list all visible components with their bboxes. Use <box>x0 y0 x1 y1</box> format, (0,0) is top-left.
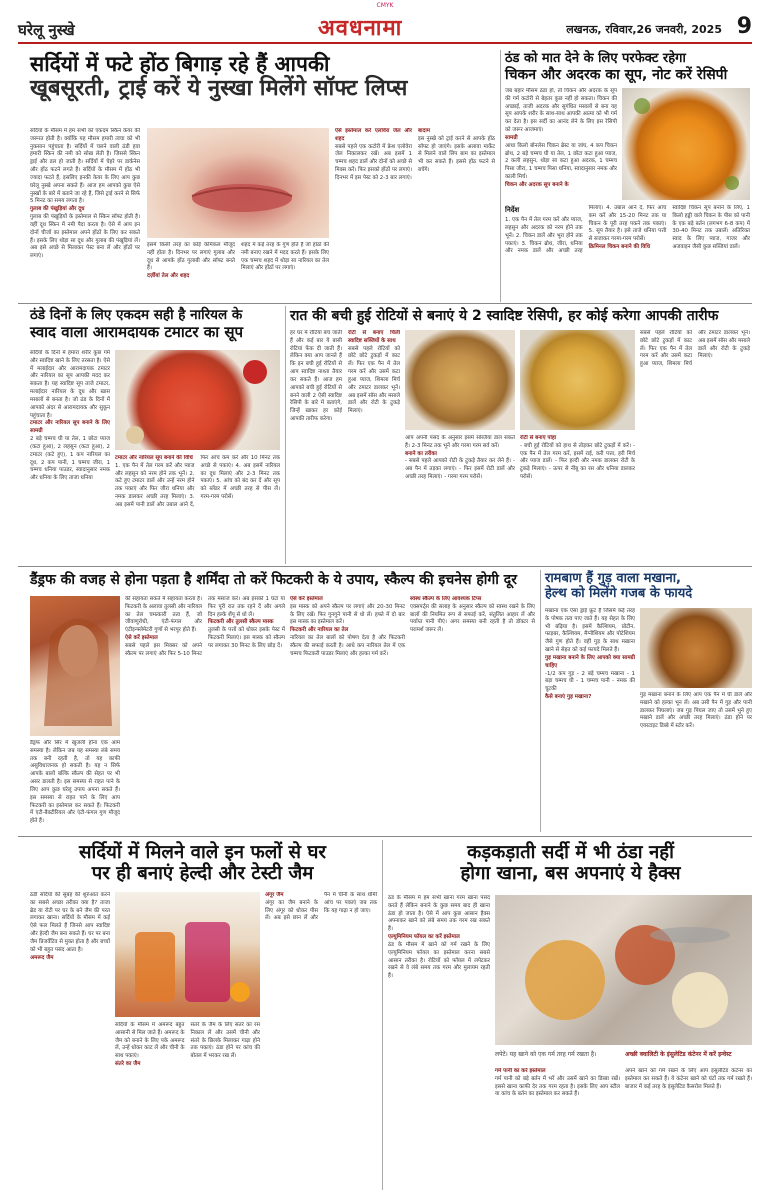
divider <box>540 570 541 832</box>
lips-illustration <box>147 128 329 238</box>
article5-sub3: ऐसे करें इस्तेमाल <box>290 596 323 602</box>
soup-bowl-illustration <box>622 88 750 200</box>
article7-text2: सर्दियों के मौसम में अमरूद बहुत आसानी से मिल जाते हैं। अमरूद के जैम को बनाने के लिए पके अमरूद लें, उन्हें धोकर काट लें और चीनी के साथ पकाएं। <box>115 1022 185 1060</box>
article6-text2: गुड़ मखाना बनाने के लिए आप एक पैन में घी डालें और मखाने को हल्का भून लें। अब उसी पैन में गुड़ और पानी डालकर पिघलाएं। जब गुड़ पिघल जाए तो उसमें भुने हुए मखाने डालें और अच्छी तरह मिलाएं। ठंडा होने पर एयरटाइट डिब्बे में स्टोर करें। <box>640 692 752 730</box>
article7-headline-line1: सर्दियों में मिलने वाले इन फलों से घर <box>78 842 327 863</box>
article1-headline-line1: सर्दियों में फटे होंठ बिगाड़ रहे हैं आपकी <box>30 52 330 76</box>
article5-sub1: ऐसे करें इस्तेमाल <box>125 635 158 642</box>
article2-headline-line1: ठंड को मात देने के लिए परफेक्ट रहेगा <box>505 51 686 66</box>
article1-sub2: दर्ज़ीयां तेल और शहद <box>147 273 190 280</box>
article2-steps-text2: 5. सूप तैयार है। इसे ताजे धनिया पत्ती से सजाकर गरमा-गरम परोसें। <box>588 228 667 243</box>
masthead <box>18 10 752 44</box>
article1-sub1: गुलाब की पंखुड़ियां और दूध <box>30 206 85 213</box>
roti-poha-photo <box>520 330 635 430</box>
article7-sub2: संतरे का जैम <box>115 1061 141 1068</box>
article4-sub1: रोटी से बनाएं चिली स्वादिष्ट सब्जियों के साथ <box>348 330 400 344</box>
article5-text4: तुलसी के पत्तों को धोकर इसके पेस्ट में फिटकरी मिलाएं। इस मास्क को स्कैल्प पर लगाकर 30 मिनट के लिए छोड़ दें। <box>208 627 285 649</box>
article4-text3: आप अपनी पसंद के अनुसार इसमें सब्जियां डाल सकते हैं। 2-3 मिनट तक भूनें और गरमा गरम सर्व करें। <box>405 435 515 449</box>
article1-body-col1 <box>30 128 140 298</box>
article2-steps <box>505 205 750 300</box>
article3-body-col1 <box>30 350 110 562</box>
article6-headline-line2: हेल्थ को मिलेंगे गजब के फायदे <box>545 585 693 601</box>
article5-text3: सबसे पहले इस मिक्सर को अपने स्कैल्प पर लगाएं और फिर 5-10 मिनट तक मसाज करें। अब इसको 1 घंटा या फिर पूरी रात तक रहने दें और अगले दिन हल्के शैंपू से धो लें। <box>125 596 285 657</box>
article1-text: सर्दियों के मौसम में हम सभी को एकदम स्किन केयर की जरूरत होती है। क्योंकि यह मौसम हमारी त्वचा को भी नुकसान पहुंचाता है। सर्दियों में चलने वाली ठंडी हवा हमारी स्किन की नमी को सोख लेती है। जिससे स्किन ड्राई और डल हो जाती है। सर्दियों में चेहरे पर डार्कनेस और होंठ फटने लगते हैं। सर्दियों के मौसम में होंठ भी ज्यादा फटते हैं, इसलिए इनकी केयर के लिए आप कुछ घरेलू नुस्खे अपना सकते हैं। आज हम आपको कुछ ऐसे नुस्खों के बारे में बताने जा रहे हैं, जिसे ट्राई करने से सिर्फ 5 मिनट का समय लगता है। <box>30 128 140 205</box>
article7-sub1: अमरूद जैम <box>30 954 54 961</box>
article3-text2: 2 बड़े चम्मच घी या तेल, 1 छोटा प्याज (कटा हुआ), 2 लहसुन (कटा हुआ), 2 टमाटर (कटे हुए), 1 कप नारियल का दूध, 2 कप पानी, 1 चम्मच जीरा, 1 चम्मच धनिया पाउडर, स्वादानुसार नमक और धनिया के लिए ताजा धनिया <box>30 436 110 482</box>
article2-text3: स्वादिष्ट चिकन सूप बनाने के लिए, 1 किलो हड्डी वाले चिकन के पीस को पानी के एक बड़े बर्तन (लगभग 6-8 कप) में 30-40 मिनट तक उबालें। अतिरिक्त स्वाद के लिए प्याज, गाजर और अजवाइन जैसी कुछ सब्जियां डालें। <box>672 205 750 251</box>
article5-body-col2 <box>125 596 285 830</box>
page-number: 9 <box>736 14 752 39</box>
article1-sub4: बादाम <box>418 128 430 134</box>
article4-body-col1 <box>290 330 400 562</box>
article3-text: सर्दियों के दिनों में हमारा शरीर कुछ गर्म और स्वादिष्ट खाने के लिए तरसता है। ऐसे में मलाईदार और आरामदायक टमाटर और नारियल का सूप आपकी मदद कर सकता है। यह स्वादिष्ट सूप ताजे टमाटर, मलाईदार नारियल के दूध और खास मसालों से बनता है। जो ठंड के दिनों में आपको अंदर से आरामदायक और सुकून पहुंचाता है। <box>30 350 110 419</box>
article2-text2: आधा किलो बोनलेस चिकन ब्रेस्ट या जांघ, 4 कप चिकन ब्रोथ, 2 बड़े चम्मच घी या तेल, 1 छोटा कटा हुआ प्याज, 2 कली लहसुन, थोड़ा सा कटा हुआ अदरक, 1 चम्मच पिसा जीरा, 1 चम्मच पिसा धनिया, स्वादानुसार नमक और काली मिर्च। <box>505 142 617 181</box>
article6-text: मखाना एक ऐसा ड्राई फ्रूट है जिसमें कई तरह के पोषक तत्व पाए जाते हैं। यह सेहत के लिए भी बढ़िया है। इसमें कैल्शियम, प्रोटीन, फाइबर, कैल्शियम, मैग्नीशियम और पोटेशियम जैसे गुण होते हैं। वहीं गुड़ के साथ मखाना खाने से सेहत को कई फायदे मिलते हैं। <box>545 608 635 654</box>
article3-steps-text2: 4. अब इसमें नारियल का दूध मिलाएं और 2-3 मिनट तक पकाएं। 5. आंच को बंद कर दें और सूप को ब्लेंडर में अच्छी तरह से पीस लें। गरम-गरम परोसें। <box>200 462 280 501</box>
article8-text: ठंड के मौसम में हम सभी खाना गरम खाना पसंद करते हैं लेकिन बनाने के कुछ समय बाद ही खाना ठंडा हो जाता है। ऐसे में आप कुछ आसान हैक्स अपनाकर खाने को लंबे समय तक गरम रख सकते हैं। <box>388 895 490 933</box>
article8-headline-line1: कड़कड़ाती सर्दी में भी ठंडा नहीं <box>467 842 674 863</box>
article3-headline-line2: स्वाद वाला आरामदायक टमाटर का सूप <box>30 322 243 341</box>
chicken-soup-photo <box>622 88 750 200</box>
article3-steps-text: 1. एक पैन में तेल गरम करें और प्याज और लहसुन को नरम होने तक भूनें। 2. कटे हुए टमाटर डालें और उन्हें नरम होने तक पकाएं और फिर जीरा धनिया और नमक डालकर अच्छी तरह मिलाएं। 3. अब इसमें पानी डालें और उबाल आने दें, फिर आंच कम करें और 10 मिनट तक अच्छे से पकाएं। <box>115 455 280 508</box>
article8-body-col2 <box>495 1068 620 1188</box>
article1-text4: शहद में कई तरह के गुण होते हैं जो होंठों की नमी बनाए रखने में मदद करते हैं। इसके लिए एक चम्मच शहद में थोड़ा सा नारियल का तेल मिलाएं और होंठों पर लगाएं। <box>241 242 329 272</box>
article8-caption1: लपेटें। यह खाने को एक गर्म तरह गर्म रखता है। <box>495 1051 597 1058</box>
article7-body-col3 <box>265 892 377 1187</box>
jam-jars-photo <box>115 892 260 1017</box>
section-label: घरेलू नुस्खे <box>18 21 75 39</box>
article2-sub1: सामग्री <box>505 134 518 141</box>
article8-headline <box>388 842 753 885</box>
jam-jar-illustration <box>115 892 260 1017</box>
article5-text5: इस मास्क को अपने स्कैल्प पर लगाएं और 20-30 मिनट के लिए रखें। फिर गुनगुने पानी से धो लें। हफ्ते में दो बार इस मास्क का इस्तेमाल करें। <box>290 603 405 626</box>
article4-headline: रात की बची हुई रोटियों से बनाएं ये 2 स्वादिष्ट रेसिपी, हर कोई करेगा आपकी तारीफ <box>290 308 719 324</box>
divider <box>18 303 752 304</box>
article1-text5: सबसे पहले एक कटोरी में फ्रेश एलोवेरा जेल निकालकर रखें। अब इसमें 1 चम्मच शहद डालें और दोनों को अच्छे से मिक्स करें। फिर इसको होंठों पर लगाएं। दिनभर में इस पेस्ट को 2-3 बार लगाएं। <box>335 143 412 181</box>
article7-headline-line2: पर ही बनाएं हेल्दी और टेस्टी जैम <box>91 863 314 885</box>
article7-body-col2 <box>115 1022 260 1187</box>
article3-sub1: टमाटर और नारियल सूप बनाने के लिए सामग्री <box>30 420 110 435</box>
article6-headline-line1: रामबाण हैं गुड़ वाला मखाना, <box>545 571 681 586</box>
article1-text6: इस नुस्खे को ट्राई करने से आपके होंठ सॉफ्ट हो जाएंगे। इसके अलावा मार्केट से मिलने वाले लिप बाम का इस्तेमाल भी कर सकते हैं। इससे होंठ फटने से बचेंगे। <box>418 135 495 174</box>
article4-sub3: बनाने का तरीका <box>405 450 437 457</box>
article5-text2: की सहायता सकते में सहायता करता है। फिटकरी के अलावा तुलसी और नारियल का तेल चमत्कारी तत्व हैं, जो जीवाणुरोधी, एंटी-फंगल और एंटीइन्फ्लेमेटरी गुणों से भरपूर होते हैं। <box>125 596 202 634</box>
article5-body-col4 <box>410 596 535 830</box>
article6-sub1: गुड़ मखाना बनाने के लिए आपको क्या सामग्री चाहिए <box>545 654 635 669</box>
article1-body-col2 <box>147 242 329 300</box>
article4-sub2: रोटी से बनाएं पोहा <box>520 435 557 441</box>
article2-sub3: क्रिमिनल चिकन बनाने की विधि <box>588 244 651 251</box>
article4-text4: - बची हुई रोटियों को हाथ से तोड़कर छोटे टुकड़ों में करें। - एक पैन में तेल गरम करें, इसमें राई, करी पत्ता, हरी मिर्च और प्याज डालें। - फिर हल्दी और नमक डालकर रोटी के टुकड़े मिलाएं। - ऊपर से नींबू का रस और धनिया डालकर परोसें। <box>520 442 635 481</box>
article7-text: ठंडी सर्दियों की सुबह की शुरुआत करने का सबसे अच्छा तरीका क्या है? ताजा ब्रेड या रोटी पर घर के बने जैम की परत लगाकर खाना। सर्दियों के मौसम में कई ऐसे फल मिलते हैं जिनसे आप स्वादिष्ट और हेल्दी जैम बना सकते हैं। घर पर बना जैम प्रिजर्वेटिव से मुक्त होता है और बच्चों को भी बहुत पसंद आता है। <box>30 892 110 953</box>
roti-pizza-photo <box>405 330 515 430</box>
thali-illustration <box>495 895 752 1045</box>
divider <box>285 306 286 564</box>
lips-photo <box>147 128 329 238</box>
article3-headline <box>30 308 285 341</box>
article8-text4: अपने खाने को गर्म रखने के लिए आप इंसुलेटिड कंटेनर का इस्तेमाल कर सकते हैं। ये कंटेनर खाने को घंटों तक गर्म रखते हैं। बाजार में कई तरह के इंसुलेटिड कैसरोल मिलते हैं। <box>625 1068 752 1090</box>
article8-body-col3 <box>625 1068 752 1188</box>
article1-headline <box>30 52 490 101</box>
article8-text2: ठंड के मौसम में खाने को गर्म रखने के लिए एल्युमिनियम फॉयल का इस्तेमाल करना सबसे आसान तरीका है। रोटियों को फॉयल में लपेटकर रखने से वे लंबे समय तक गरम और मुलायम रहती हैं। <box>388 941 490 980</box>
article2-headline-line2: चिकन और अदरक का सूप, नोट करें रेसिपी <box>505 66 728 83</box>
article7-text4: अंगूर का जैम बनाने के लिए अंगूर को धोकर पीस लें। अब इसे छान लें और पैन में चीनी के साथ धीमी आंच पर पकाएं जब तक कि यह गाढ़ा न हो जाए। <box>265 892 377 922</box>
article4-body-col3 <box>520 435 635 562</box>
article1-body-col3 <box>335 128 495 300</box>
woman-hair-photo <box>30 596 120 736</box>
article1-headline-line2: खूबसूरती, ट्राई करें ये नुस्खा मिलेंगे सॉफ्ट लिप्स <box>30 76 408 102</box>
article6-body-col2 <box>640 692 752 832</box>
article4-text5: - सबसे पहले आपको रोटी के टुकड़े तैयार कर लेने हैं। - अब पैन में तड़का लगाएं। - फिर इसमें रोटी डालें और अच्छी तरह मिलाएं। - गरमा गरम परोसें। <box>405 458 515 481</box>
article2-headline <box>505 52 750 83</box>
article3-steps <box>115 455 280 562</box>
article6-headline <box>545 572 755 602</box>
woman-portrait-illustration <box>30 596 120 736</box>
article7-body-col1 <box>30 892 110 1187</box>
article4-text2-repeat: सबसे पहले रोटियों को छोटे छोटे टुकड़ों में काट लें। फिर एक पैन में तेल गरम करें और उसमें कटा हुआ प्याज, शिमला मिर्च और टमाटर डालकर भूनें। अब इसमें सॉस और मसाले डालें और रोटी के टुकड़े मिलाएं। <box>640 330 750 368</box>
cmyk-mark: CMYK <box>376 2 394 9</box>
article5-headline: डैंड्रफ की वजह से होना पड़ता है शर्मिंदा तो करें फिटकरी के ये उपाय, स्कैल्प की इचनेस होगी दूर <box>30 572 517 588</box>
makhana-photo <box>640 608 752 688</box>
tomato-soup-photo <box>115 350 280 450</box>
article2-text: जब बहार मौसम ठंडा हो, तो चिकन और अदरक के सूप की गर्म कटोरी से बेहतर कुछ नहीं हो सकता। चिकन की अच्छाई, ताजी अदरक और सुगंधित मसालों से बना यह सूप आपके शरीर के साथ-साथ आपकी आत्मा को भी गर्म कर देता है। इस सर्दी का आनंद लेने के लिए इस रेसिपी को जरूर आजमाएं। <box>505 88 617 134</box>
dateline: लखनऊ, रविवार,26 जनवरी, 2025 <box>566 23 722 36</box>
article2-step-title: निर्देश <box>505 206 520 214</box>
divider <box>382 840 383 1190</box>
article6-sub2: कैसे बनाएं गुड़ मखाना? <box>545 694 592 701</box>
newspaper-logo: अवधनामा <box>318 15 403 41</box>
article1-text2: गुलाब की पंखुड़ियों के इस्तेमाल से स्किन सॉफ्ट होती है। वहीं दूध स्किन में नमी पैदा करता है। ऐसे में आप इन दोनों चीजों का इस्तेमाल अपने होंठों के लिए कर सकते हैं। इसके लिए थोड़ा सा दूध और गुलाब की पंखुड़ियां लें। अब इसे अच्छे से मिलाकर पेस्ट बना लें और होंठों पर लगाएं। <box>30 214 140 260</box>
article7-text3: संतरे के जैम के लिए संतरे का रस निकाल लें और उसमें चीनी और संतरे के छिलके मिलाकर गाढ़ा होने तक पकाएं। ठंडा होने पर कांच की बोतल में भरकर रख लें। <box>190 1022 260 1060</box>
article5-sub5: स्वस्थ स्कैल्प के लिए आवश्यक टिप्स <box>410 596 482 602</box>
article5-body-col3 <box>290 596 405 830</box>
article8-sub1: एल्युमिनियम फॉयल का करें इस्तेमाल <box>388 934 460 941</box>
article8-body-col1 <box>388 895 490 1050</box>
article5-text: डैंड्रफ और सिर में खुजली होना एक आम समस्या है। लेकिन जब यह समस्या लंबे समय तक बनी रहती है, तो यह काफी असुविधाजनक हो सकती है। यह न सिर्फ आपके बालों बल्कि स्कैल्प की सेहत पर भी असर डालती है। इस समस्या से राहत पाने के लिए आप कुछ घरेलू उपाय अपना सकते हैं। इस समस्या से राहत पाने के लिए आप फिटकरी का इस्तेमाल कर सकते हैं। फिटकरी में एंटी-बैक्टीरियल और एंटी-फंगल गुण मौजूद होते हैं। <box>30 740 120 825</box>
article1-sub3: ऐसे इस्तेमाल करें एलोवेरा जेल और शहद <box>335 128 412 142</box>
article6-body-col1 <box>545 608 635 832</box>
thali-photo <box>495 895 752 1045</box>
article5-sub4: फिटकरी और नारियल का तेल <box>290 627 349 634</box>
article1-text3: इसमें किसी तरह का कोई केमिकल मौजूद नहीं होता है। दिनभर पर लगाएं गुलाब और दूध से आपके होंठ गुलाबी और सॉफ्ट बनते हैं। <box>147 242 235 272</box>
divider <box>500 50 501 302</box>
article4-text2: सबसे पहले रोटियों को छोटे छोटे टुकड़ों में काट लें। फिर एक पैन में तेल गरम करें और उसमें कटा हुआ प्याज, शिमला मिर्च और टमाटर डालकर भूनें। अब इसमें सॉस और मसाले डालें और रोटी के टुकड़े मिलाएं। <box>348 345 400 415</box>
article2-steps-text: 1. एक पैन में तेल गरम करें और प्याज, लहसुन और अदरक को नरम होने तक भूनें। 2. चिकन डालें और भूरा होने तक पकाएं। 3. चिकन ब्रोथ, जीरा, धनिया और नमक डालें और अच्छी तरह मिलाएं। 4. उबाल आने दें, फिर आंच कम करें और 15-20 मिनट तक या चिकन के पूरी तरह पकने तक पकाएं। <box>505 205 667 255</box>
article8-text3: गर्म पानी को बड़े बर्तन में भरें और उसमें खाने का डिब्बा रखें। इससे खाना काफी देर तक गरम रहता है। इसके लिए आप स्टील या कांच के बर्तन का इस्तेमाल कर सकते हैं। <box>495 1075 620 1098</box>
article5-body-col1 <box>30 740 120 830</box>
article6-ingredients: -1/2 कप गुड़ - 2 बड़े चम्मच मखाना - 1 बड़ा चम्मच घी - 1 चम्मच पानी - नमक की चुटकी <box>545 670 635 693</box>
article8-sub2: गर्म पानी का करें इस्तेमाल <box>495 1068 546 1074</box>
divider <box>18 566 752 567</box>
article5-text7: एक्सपर्ट्स की सलाह के अनुसार स्कैल्प को स्वस्थ रखने के लिए बालों की नियमित रूप से सफाई करें, संतुलित आहार लें और पर्याप्त पानी पीएं। अगर समस्या बनी रहती है तो डॉक्टर से परामर्श जरूर लें। <box>410 603 535 634</box>
article5-text6: नारियल का तेल बालों को पोषण देता है और फिटकरी स्कैल्प की सफाई करती है। आधे कप नारियल तेल में एक चम्मच फिटकरी पाउडर मिलाएं और हल्का गर्म करें। <box>290 635 405 657</box>
article3-headline-line1: ठंडे दिनों के लिए एकदम सही है नारियल के <box>30 307 243 323</box>
article8-caption2: अच्छी क्वालिटी के इंसुलेटिड कंटेनर में करें इन्वेस्ट <box>625 1051 732 1058</box>
article4-text: हर घर में रोटियां बच जाती हैं और कई बार ये बासी रोटियां फेंक दी जाती हैं। लेकिन क्या आप जानते हैं कि इन बची हुई रोटियों से आप स्वादिष्ट नाश्ता तैयार कर सकते हैं। आज हम आपको बची हुई रोटियों से बनने वाली 2 ऐसी स्वादिष्ट रेसिपी के बारे में बताएंगे, जिन्हें खाकर हर कोई आपकी तारीफ करेगा। <box>290 330 342 423</box>
article7-sub3: अंगूर जैम <box>265 892 284 898</box>
article7-headline <box>30 842 375 885</box>
article3-sub2: टमाटर और नारियल सूप बनाने की विधि <box>115 455 193 461</box>
article4-body-col4 <box>640 330 750 562</box>
article2-sub2: चिकन और अदरक सूप बनाने के <box>505 181 569 188</box>
article4-body-col2 <box>405 435 515 562</box>
divider <box>18 836 752 837</box>
tomato-illustration <box>115 350 280 450</box>
article8-headline-line2: होगा खाना, बस अपनाएं ये हैक्स <box>460 863 681 885</box>
article5-sub2: फिटकरी और तुलसी स्कैल्प मास्क <box>208 619 274 626</box>
